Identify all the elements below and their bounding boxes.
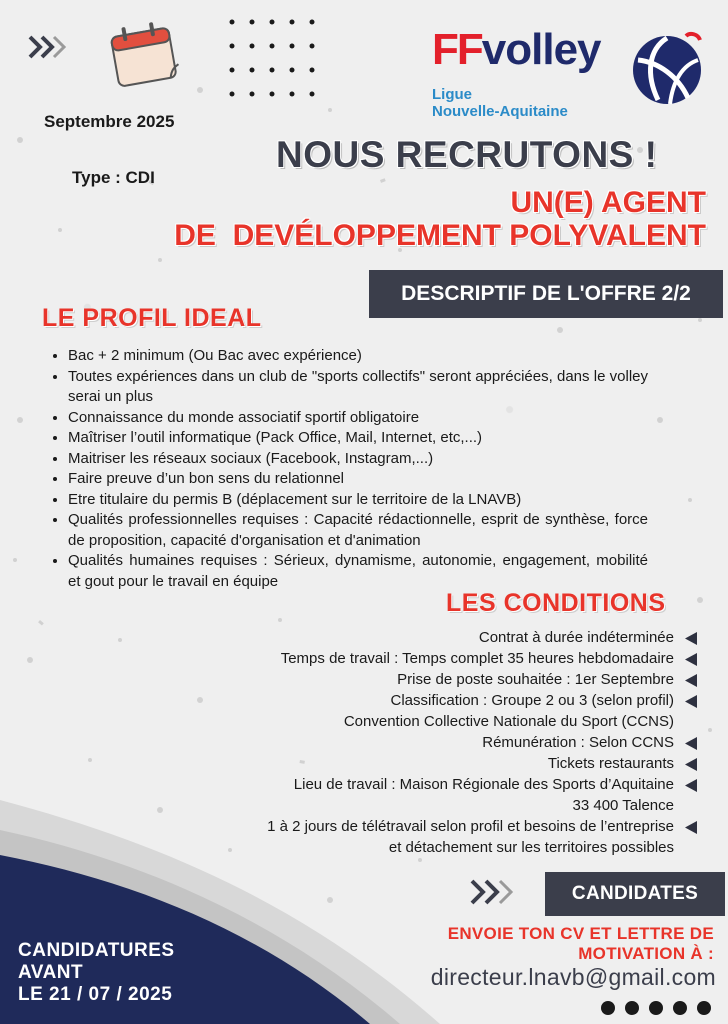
main-title: NOUS RECRUTONS ! — [276, 134, 658, 175]
condition-row — [178, 732, 698, 753]
send-cv-text — [448, 924, 714, 964]
dots-icon — [598, 998, 718, 1018]
condition-row — [178, 711, 698, 732]
contract-type: Type : CDI — [72, 168, 155, 187]
condition-row — [178, 816, 698, 837]
conditions-list — [178, 627, 698, 858]
dots-icon — [228, 18, 338, 102]
candidates-banner: CANDIDATES — [545, 872, 725, 916]
conditions-heading: LES CONDITIONS — [446, 589, 666, 617]
logo-sub-line1: Ligue — [432, 86, 472, 103]
triangle-left-icon — [674, 816, 698, 834]
condition-row — [178, 627, 698, 648]
row-spacer — [674, 711, 698, 716]
chevrons-right-icon — [470, 878, 522, 906]
condition-row — [178, 837, 698, 858]
send-cv-line1: ENVOIE TON CV ET LETTRE DE — [447, 924, 714, 943]
condition-text: Temps de travail : Temps complet 35 heures hebdomadaire — [280, 650, 674, 667]
logo-volley-text: volley — [481, 25, 601, 74]
triangle-left-icon — [674, 753, 698, 771]
profile-heading: LE PROFIL IDEAL — [42, 304, 262, 332]
condition-row — [178, 795, 698, 816]
condition-text: 33 400 Talence — [572, 797, 674, 814]
send-cv-line2: MOTIVATION À : — [578, 944, 714, 963]
condition-text: Lieu de travail : Maison Régionale des Sports d’Aquitaine — [293, 776, 674, 793]
condition-text: Convention Collective Nationale du Sport (CCNS) — [343, 713, 674, 730]
condition-row — [178, 774, 698, 795]
logo-ff-text: FF — [432, 25, 482, 74]
calendar-icon — [106, 18, 182, 88]
triangle-left-icon — [674, 690, 698, 708]
volleyball-logo-icon — [628, 30, 706, 108]
row-spacer — [674, 837, 698, 842]
condition-text: Tickets restaurants — [547, 755, 674, 772]
deadline-line1: CANDIDATURES — [18, 940, 175, 961]
list-item: • Maitriser les réseaux sociaux (Facebook, Instagram,...) — [68, 449, 648, 470]
deadline-line3: LE 21 / 07 / 2025 — [18, 984, 173, 1005]
condition-row — [178, 753, 698, 774]
ffvolley-logo — [432, 25, 601, 120]
triangle-left-icon — [674, 669, 698, 687]
triangle-left-icon — [674, 732, 698, 750]
list-item: • Qualités professionnelles requises : Capacité rédactionnelle, esprit de synthèse, force de proposition, capacité d'organisation et d'animation — [68, 510, 648, 551]
list-item: • Etre titulaire du permis B (déplacement sur le territoire de la LNAVB) — [68, 490, 648, 511]
job-title-line1: UN(E) AGENT — [510, 186, 706, 219]
list-item: • Toutes expériences dans un club de "sports collectifs" seront appréciées, dans le volley serai un plus — [68, 367, 648, 408]
row-spacer — [674, 795, 698, 800]
contact-email[interactable]: directeur.lnavb@gmail.com — [430, 964, 716, 990]
logo-sub-line2: Nouvelle-Aquitaine — [432, 103, 568, 120]
list-item: • Maîtriser l’outil informatique (Pack Office, Mail, Internet, etc,...) — [68, 428, 648, 449]
condition-row — [178, 669, 698, 690]
offer-banner: DESCRIPTIF DE L'OFFRE 2/2 — [369, 270, 723, 318]
triangle-left-icon — [674, 627, 698, 645]
condition-text: Contrat à durée indéterminée — [478, 629, 674, 646]
condition-text: et détachement sur les territoires possibles — [388, 839, 674, 856]
triangle-left-icon — [674, 648, 698, 666]
condition-text: Prise de poste souhaitée : 1er Septembre — [397, 671, 674, 688]
deadline-block — [18, 940, 175, 1006]
chevrons-right-icon — [28, 34, 74, 60]
triangle-left-icon — [674, 774, 698, 792]
list-item: • Faire preuve d’un bon sens du relationnel — [68, 469, 648, 490]
deadline-line2: AVANT — [18, 962, 84, 983]
job-title-line2: DE DEVÉLOPPEMENT POLYVALENT — [174, 219, 706, 252]
list-item: • Bac + 2 minimum (Ou Bac avec expérience) — [68, 346, 648, 367]
profile-list — [46, 346, 648, 592]
list-item: • Connaissance du monde associatif sportif obligatoire — [68, 408, 648, 429]
list-item: • Qualités humaines requises : Sérieux, dynamisme, autonomie, engagement, mobilité et gout pour le travail en équipe — [68, 551, 648, 592]
job-title — [174, 186, 706, 252]
condition-text: Rémunération : Selon CCNS — [482, 734, 674, 751]
condition-text: Classification : Groupe 2 ou 3 (selon profil) — [390, 692, 674, 709]
condition-row — [178, 690, 698, 711]
condition-text: 1 à 2 jours de télétravail selon profil et besoins de l’entreprise — [267, 818, 674, 835]
date-label: Septembre 2025 — [44, 112, 175, 131]
condition-row — [178, 648, 698, 669]
